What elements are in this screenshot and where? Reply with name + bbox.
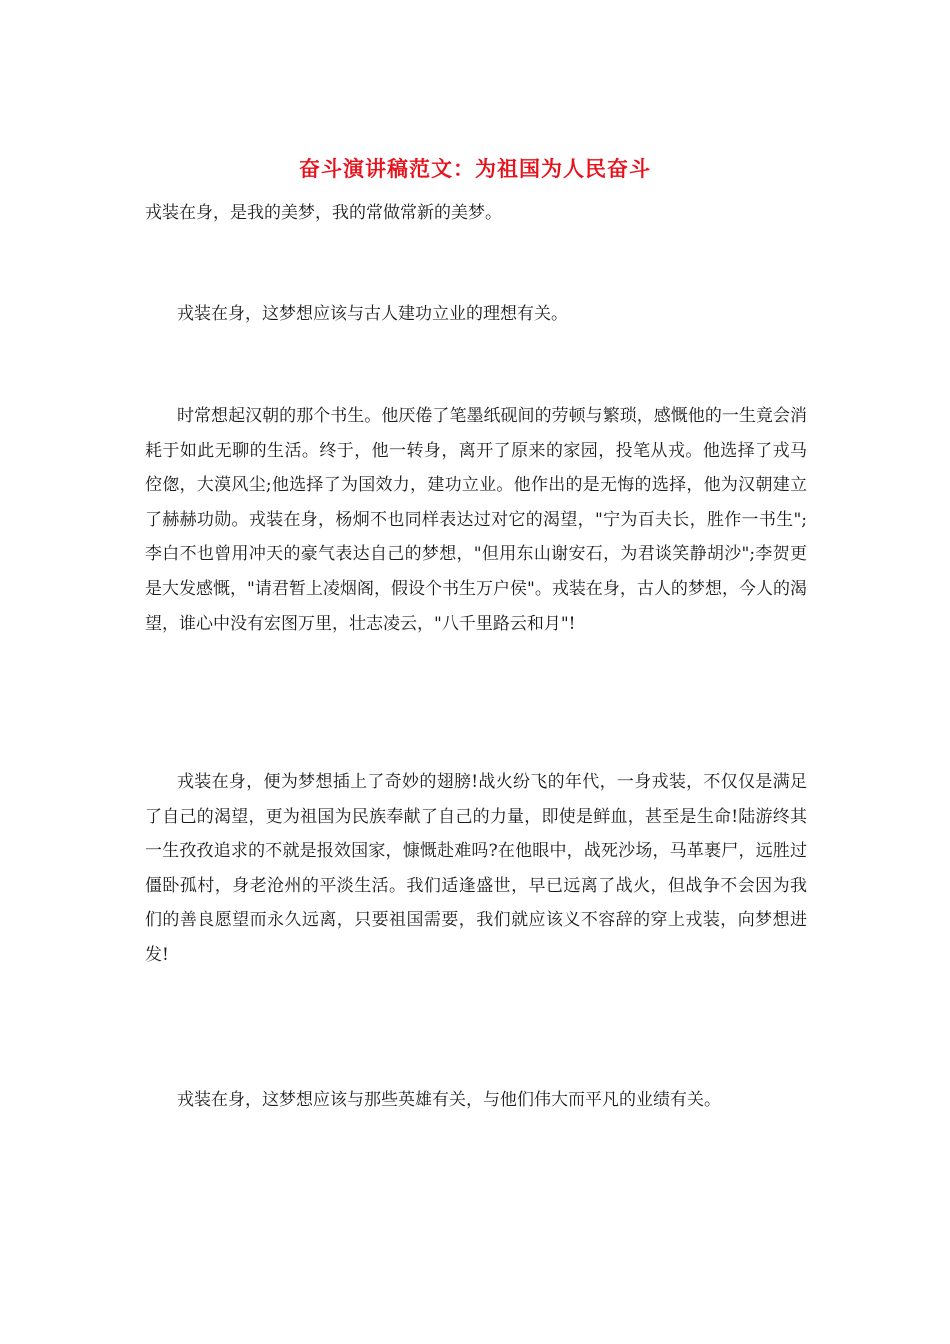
paragraph-5: 戎装在身，这梦想应该与那些英雄有关，与他们伟大而平凡的业绩有关。 xyxy=(177,1090,721,1110)
paragraph-1: 戎装在身，是我的美梦，我的常做常新的美梦。 xyxy=(145,203,502,223)
paragraph-4: 戎装在身，便为梦想插上了奇妙的翅膀!战火纷飞的年代，一身戎装，不仅仅是满足了自己的渴望，更为祖国为民族奉献了自己的力量，即使是鲜血，甚至是生命!陆游终其一生孜孜追求的不就是报效国家，慷慨赴难吗?在他眼中，战死沙场，马革裹尸，远胜过僵卧孤村，身老沧州的平淡生活。我们适逢盛世，早已远离了战火，但战争不会因为我们的善良愿望而永久远离，只要祖国需要，我们就应该义不容辞的穿上戎装，向梦想进发! xyxy=(145,772,807,965)
paragraph-2: 戎装在身，这梦想应该与古人建功立业的理想有关。 xyxy=(177,304,568,324)
paragraph-3: 时常想起汉朝的那个书生。他厌倦了笔墨纸砚间的劳顿与繁琐，感慨他的一生竟会消耗于如此无聊的生活。终于，他一转身，离开了原来的家园，投笔从戎。他选择了戎马倥偬，大漠风尘;他选择了为国效力，建功立业。他作出的是无悔的选择，他为汉朝建立了赫赫功勋。戎装在身，杨炯不也同样表达过对它的渴望，"宁为百夫长，胜作一书生";李白不也曾用冲天的豪气表达自己的梦想，"但用东山谢安石，为君谈笑静胡沙";李贺更是大发感慨，"请君暂上凌烟阁，假设个书生万户侯"。戎装在身，古人的梦想，今人的渴望，谁心中没有宏图万里，壮志凌云，"八千里路云和月"! xyxy=(145,406,807,634)
document-title: 奋斗演讲稿范文：为祖国为人民奋斗 xyxy=(299,156,651,181)
